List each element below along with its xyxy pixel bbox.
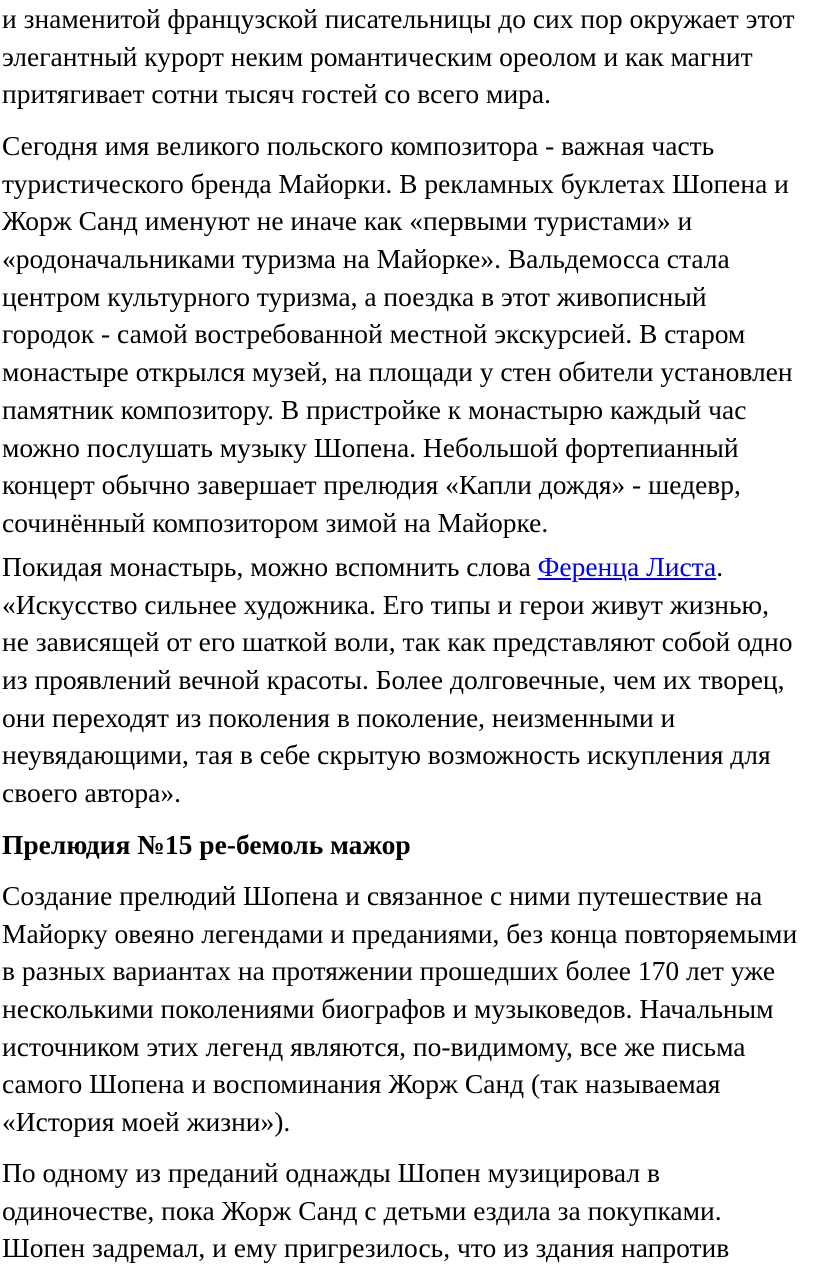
text-line: в разных вариантах на протяжении прошедших более 170 лет уже: [2, 955, 776, 987]
text-line: Жорж Санд именуют не иначе как «первыми туристами» и: [2, 205, 693, 237]
text-line: своего автора».: [2, 777, 182, 809]
text-line: самого Шопена и воспоминания Жорж Санд (так называемая: [2, 1068, 721, 1100]
text-line: и знаменитой французской писательницы до сих пор окружает этот: [2, 3, 795, 34]
text-line: памятник композитору. В пристройке к монастырю каждый час: [2, 393, 747, 425]
section-heading: Прелюдия №15 ре-бемоль мажор: [2, 829, 411, 860]
paragraph-1: [2, 0, 795, 113]
text-line: центром культурного туризма, а поездка в этот живописный: [2, 280, 707, 312]
text-line: Майорку овеяно легендами и преданиями, без конца повторяемыми: [2, 917, 798, 949]
text-line: притягивает сотни тысяч гостей со всего мира.: [2, 78, 552, 110]
liszt-link[interactable]: Ференца Листа: [537, 551, 717, 582]
text-line: не зависящей от его шаткой воли, так как представляют собой одно: [2, 626, 793, 658]
text-line: можно послушать музыку Шопена. Небольшой фортепианный: [2, 431, 739, 463]
text-after-link: .: [716, 551, 724, 582]
text-line: элегантный курорт неким романтическим ореолом и как магнит: [2, 40, 753, 72]
text-line: Создание прелюдий Шопена и связанное с ними путешествие на: [2, 880, 763, 911]
text-line: По одному из преданий однажды Шопен музицировал в: [2, 1157, 660, 1188]
paragraph-4: [2, 877, 797, 1141]
text-line: Сегодня имя великого польского композитора - важная часть: [2, 130, 715, 161]
text-line: городок - самой востребованной местной экскурсией. В старом: [2, 318, 746, 350]
text-line: источником этих легенд являются, по-видимому, все же письма: [2, 1030, 746, 1062]
text-line: из проявлений вечной красоты. Более долговечные, чем их творец,: [2, 664, 785, 696]
text-line: монастыре открылся музей, на площади у стен обители установлен: [2, 356, 793, 388]
text-line: концерт обычно завершает прелюдия «Капли дождя» - шедевр,: [2, 469, 741, 501]
paragraph-5: [2, 1154, 729, 1267]
text-line: Шопен задремал, и ему пригрезилось, что из здания напротив: [2, 1232, 730, 1264]
text-line: неувядающими, тая в себе скрытую возможность искупления для: [2, 739, 771, 771]
text-line: «Искусство сильнее художника. Его типы и герои живут жизнью,: [2, 588, 769, 620]
text-line: «родоначальниками туризма на Майорке». Вальдемосса стала: [2, 243, 730, 275]
text-line: туристического бренда Майорки. В рекламных буклетах Шопена и: [2, 167, 789, 199]
paragraph-2: [2, 127, 793, 542]
text-line-with-link: [2, 548, 793, 586]
paragraph-3: [2, 548, 793, 812]
text-line: «История моей жизни»).: [2, 1106, 291, 1138]
text-line: сочинённый композитором зимой на Майорке.: [2, 506, 549, 538]
text-before-link: Покидая монастырь, можно вспомнить слова: [2, 551, 538, 582]
text-line: они переходят из поколения в поколение, неизменными и: [2, 701, 676, 733]
text-line: несколькими поколениями биографов и музыковедов. Начальным: [2, 993, 774, 1025]
text-line: одиночестве, пока Жорж Санд с детьми ездила за покупками.: [2, 1194, 722, 1226]
